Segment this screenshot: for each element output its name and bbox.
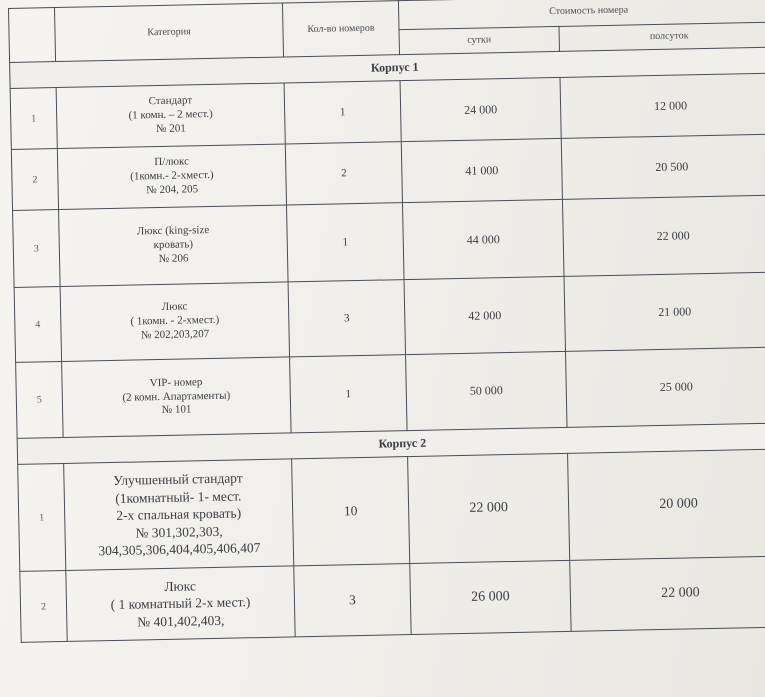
row-category <box>66 566 295 642</box>
row-count: 3 <box>288 280 405 357</box>
category-line: (1комн.- 2-хмест.) <box>130 169 214 183</box>
header-number-cell <box>9 8 56 63</box>
row-price-day: 50 000 <box>406 351 567 430</box>
category-line: (1 комн. – 2 мест.) <box>128 108 213 122</box>
row-number: 1 <box>10 88 57 150</box>
table-row <box>18 449 765 571</box>
category-line: № 202,203,207 <box>140 327 210 342</box>
row-price-half-day: 22 000 <box>562 195 765 276</box>
row-price-half-day: 12 000 <box>560 73 765 138</box>
row-category <box>60 282 289 362</box>
row-price-day: 44 000 <box>402 199 564 279</box>
row-count: 10 <box>292 457 410 566</box>
row-number: 1 <box>18 463 66 571</box>
header-half-day: полсуток <box>559 22 765 51</box>
row-category <box>56 83 285 149</box>
row-number: 2 <box>11 149 58 211</box>
row-number: 4 <box>14 287 61 363</box>
row-price-half-day: 22 000 <box>570 556 765 631</box>
row-price-half-day: 21 000 <box>564 272 765 351</box>
row-category <box>64 459 294 571</box>
section-title: Корпус 1 <box>10 47 765 88</box>
category-line: кровать) <box>153 238 194 252</box>
header-count: Кол-во номеров <box>282 1 399 57</box>
price-table <box>8 0 765 643</box>
category-line: Стандарт <box>148 94 193 108</box>
section-title: Корпус 2 <box>17 423 765 464</box>
category-line: (2 комн. Апартаменты) <box>122 389 231 404</box>
category-line: VIP- номер <box>149 376 203 390</box>
row-price-half-day: 25 000 <box>566 347 765 427</box>
row-category <box>59 205 288 287</box>
row-count: 3 <box>294 564 411 637</box>
header-cost: Стоимость номера <box>398 0 765 30</box>
row-price-day: 22 000 <box>408 453 570 563</box>
row-price-day: 26 000 <box>410 560 571 634</box>
table-row <box>20 556 765 642</box>
row-price-half-day: 20 500 <box>561 134 765 199</box>
row-price-half-day: 20 000 <box>568 449 765 560</box>
row-category <box>62 357 291 438</box>
row-price-day: 42 000 <box>404 276 565 354</box>
category-line: (1комнатный- 1- мест. <box>115 488 242 506</box>
category-line: 304,305,306,404,405,406,407 <box>98 540 261 559</box>
category-line: № 401,402,403, <box>137 612 225 630</box>
row-number: 2 <box>20 570 67 642</box>
category-line: ( 1комн. - 2-хмест.) <box>130 313 220 328</box>
category-line: ( 1 комнатный 2-х мест.) <box>110 594 251 613</box>
category-line: Люкс (king-size <box>136 224 210 238</box>
row-category <box>57 144 286 210</box>
table-row <box>13 195 765 287</box>
row-count: 2 <box>285 142 402 205</box>
category-line: № 201 <box>155 122 186 135</box>
category-line: № 204, 205 <box>146 183 199 197</box>
header-category: Категория <box>55 3 284 62</box>
category-line: Улучшенный стандарт <box>113 470 243 489</box>
category-line: П/люкс <box>154 155 190 169</box>
category-line: № 206 <box>158 252 189 265</box>
header-day: сутки <box>399 26 559 54</box>
category-line: Люкс <box>161 300 188 314</box>
row-count: 1 <box>290 355 408 433</box>
category-line: № 101 <box>161 403 192 417</box>
row-number: 5 <box>16 361 64 438</box>
row-count: 1 <box>284 81 401 144</box>
category-line: Люкс <box>164 578 197 594</box>
row-price-day: 41 000 <box>401 138 562 202</box>
row-count: 1 <box>287 203 405 282</box>
category-line: 2-х спальная кровать) <box>116 505 242 524</box>
row-price-day: 24 000 <box>400 77 561 141</box>
category-line: № 301,302,303, <box>135 523 223 541</box>
row-number: 3 <box>13 210 61 288</box>
